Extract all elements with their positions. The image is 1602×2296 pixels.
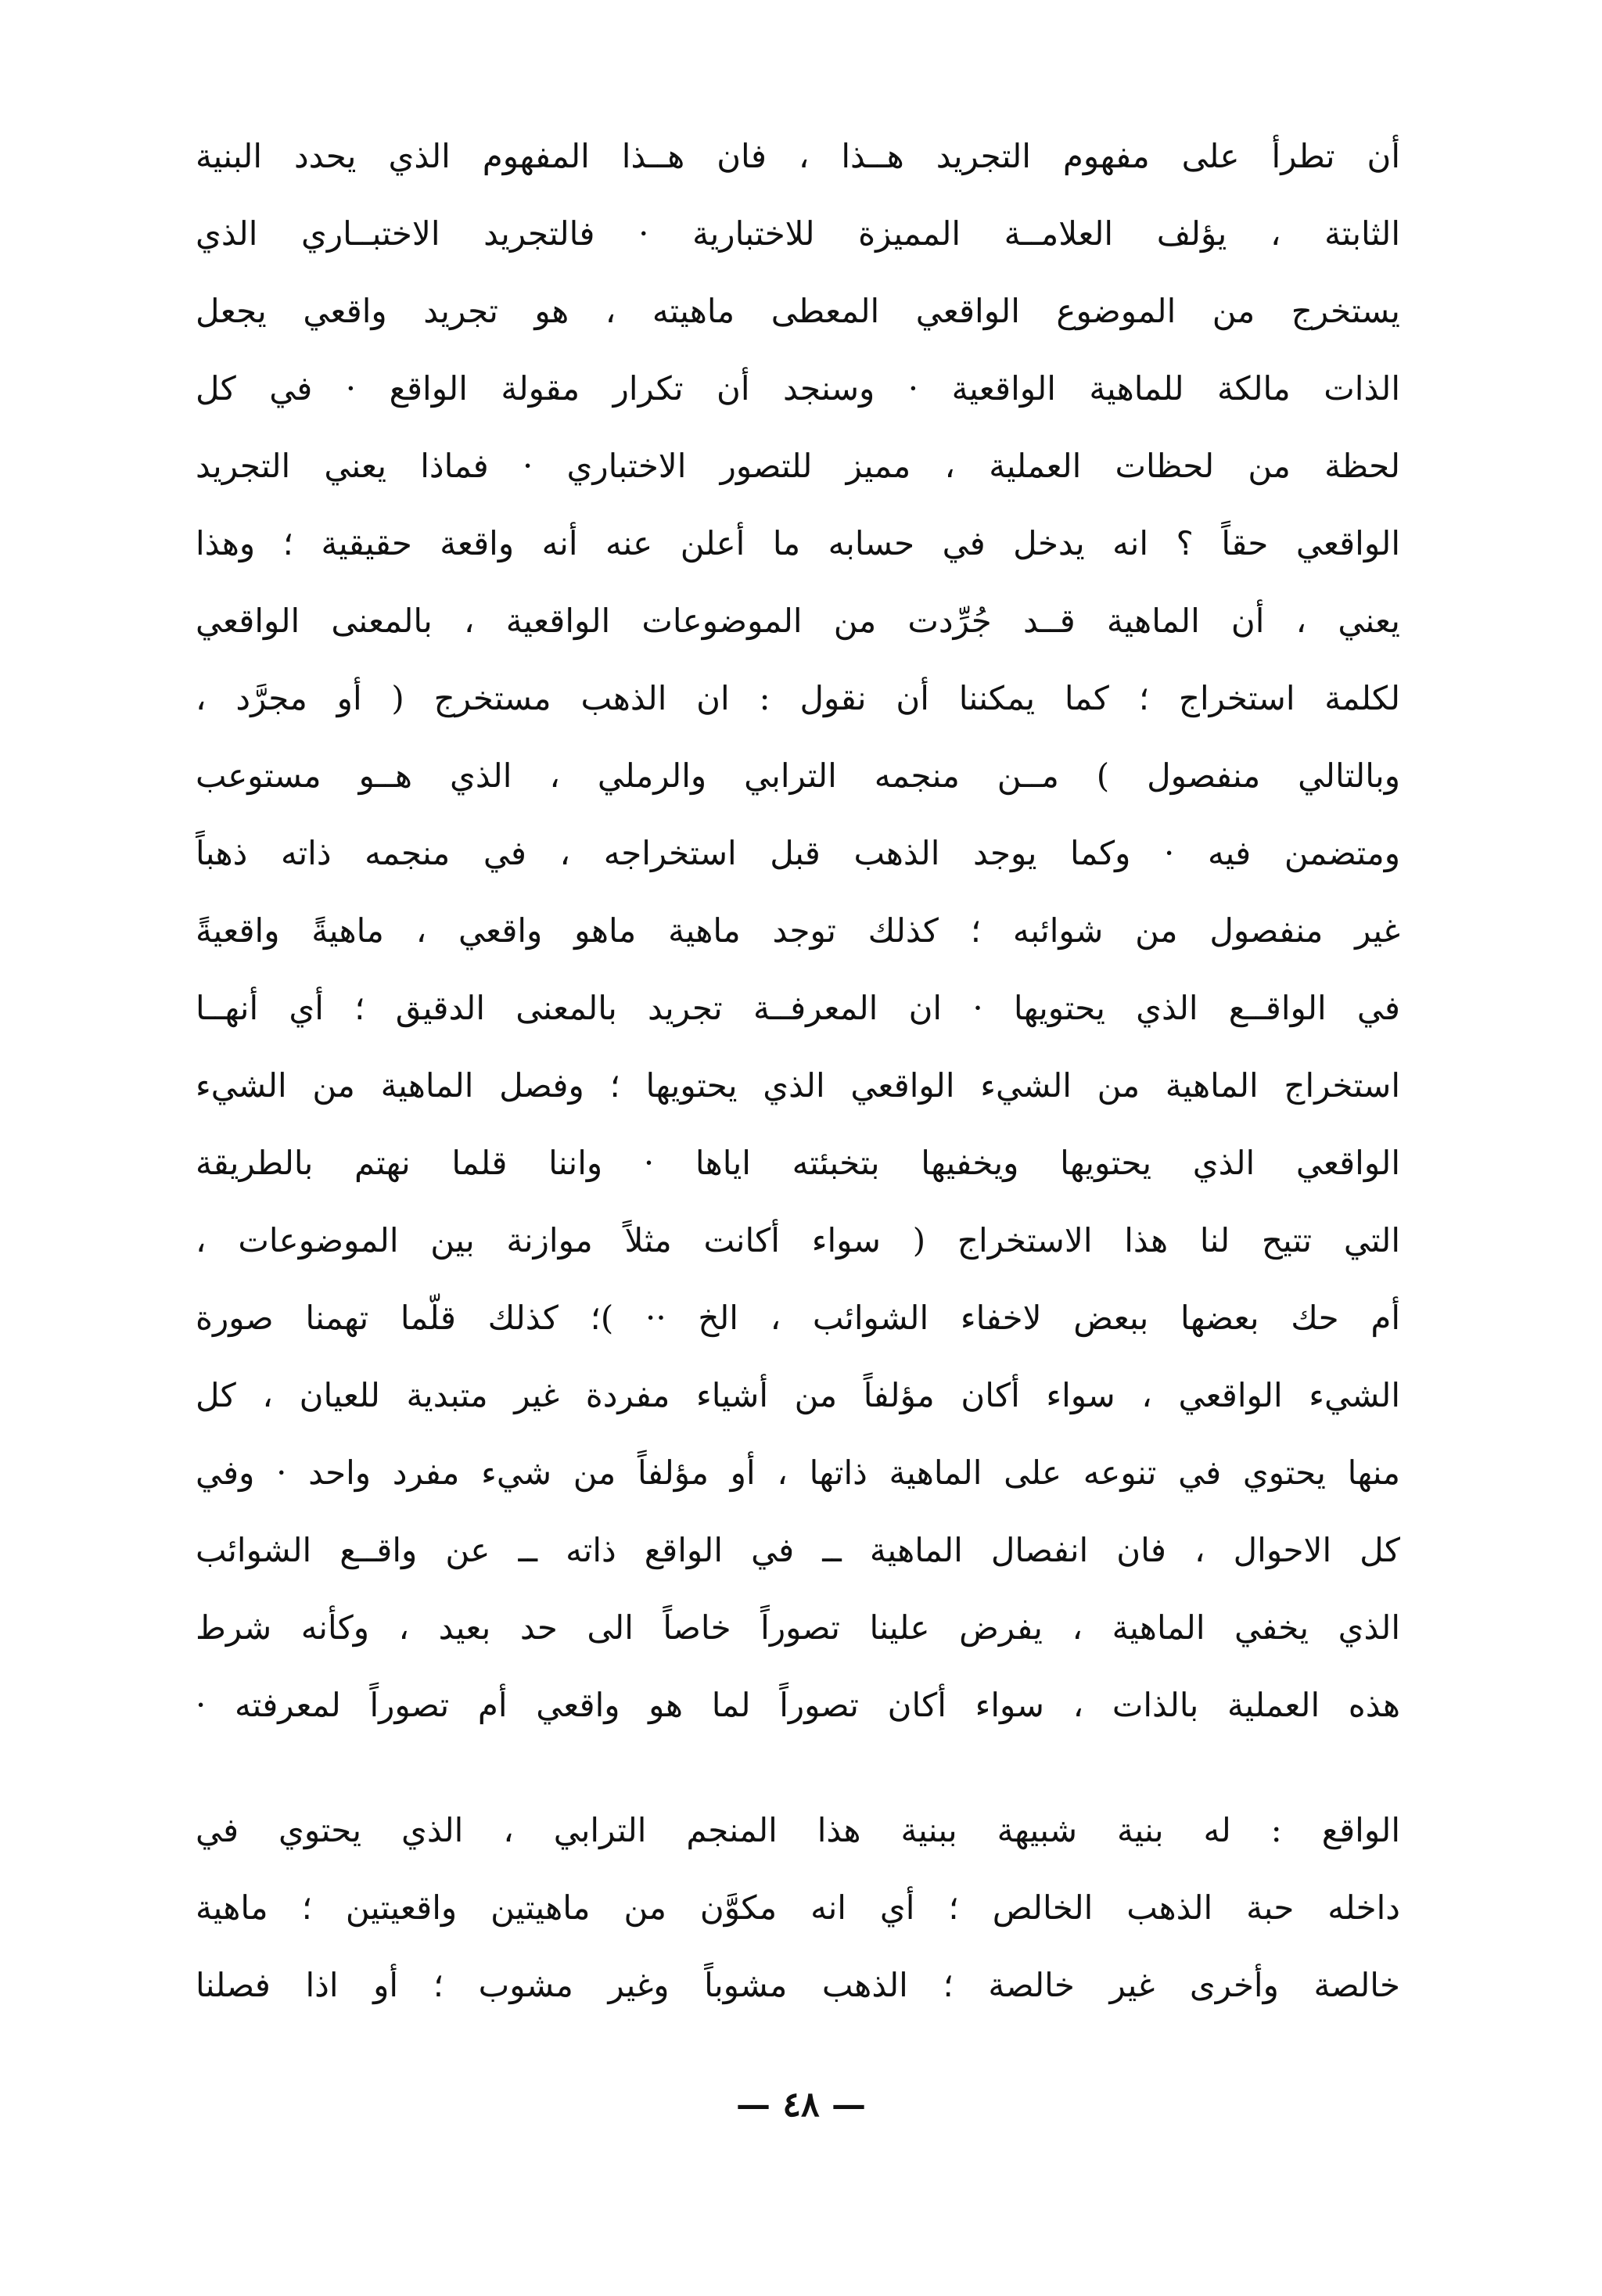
page-number: — ٤٨ — (736, 2085, 866, 2125)
text-line: داخله حبة الذهب الخالص ؛ أي انه مكوَّن من ماهيتين واقعيتين ؛ ماهية (196, 1888, 1400, 1927)
text-line: أن تطرأ على مفهوم التجريد هــذا ، فان هــذا المفهوم الذي يحدد البنية (196, 137, 1400, 175)
text-line: الواقعي حقاً ؟ انه يدخل في حسابه ما أعلن عنه أنه واقعة حقيقية ؛ وهذا (196, 524, 1400, 562)
text-line: هذه العملية بالذات ، سواء أكان تصوراً لما هو واقعي أم تصوراً لمعرفته · (196, 1686, 1400, 1724)
text-line: لحظة من لحظات العملية ، مميز للتصور الاختباري · فماذا يعني التجريد (196, 447, 1400, 485)
text-line: ومتضمن فيه · وكما يوجد الذهب قبل استخراجه ، في منجمه ذاته ذهباً (196, 834, 1400, 872)
text-line: يستخرج من الموضوع الواقعي المعطى ماهيته ، هو تجريد واقعي يجعل (196, 292, 1400, 330)
text-line: استخراج الماهية من الشيء الواقعي الذي يحتويها ؛ وفصل الماهية من الشيء (196, 1066, 1400, 1105)
text-line: الواقعي الذي يحتويها ويخفيها بتخبئته اياها · واننا قلما نهتم بالطريقة (196, 1144, 1400, 1182)
text-line: الواقع : له بنية شبيهة ببنية هذا المنجم الترابي ، الذي يحتوي في (196, 1811, 1400, 1849)
text-line: وبالتالي منفصول ) مــن منجمه الترابي والرملي ، الذي هــو مستوعب (196, 756, 1400, 795)
text-line: الشيء الواقعي ، سواء أكان مؤلفاً من أشياء مفردة غير متبدية للعيان ، كل (196, 1376, 1400, 1414)
text-line: منها يحتوي في تنوعه على الماهية ذاتها ، أو مؤلفاً من شيء مفرد واحد · وفي (196, 1453, 1400, 1492)
text-line: خالصة وأخرى غير خالصة ؛ الذهب مشوباً وغير مشوب ؛ أو اذا فصلنا (196, 1966, 1400, 2004)
text-line: في الواقــع الذي يحتويها · ان المعرفــة تجريد بالمعنى الدقيق ؛ أي أنهــا (196, 989, 1400, 1027)
text-line: الثابتة ، يؤلف العلامــة المميزة للاختبارية · فالتجريد الاختبــاري الذي (196, 214, 1400, 253)
paragraph-1 (196, 117, 1400, 1744)
text-line: كل الاحوال ، فان انفصال الماهية ــ في الواقع ذاته ــ عن واقــع الشوائب (196, 1531, 1400, 1569)
text-line: أم حك بعضها ببعض لاخفاء الشوائب ، الخ ·· )؛ كذلك قلّما تهمنا صورة (196, 1299, 1400, 1337)
text-line: التي تتيح لنا هذا الاستخراج ( سواء أكانت مثلاً موازنة بين الموضوعات ، (196, 1221, 1400, 1259)
text-line: يعني ، أن الماهية قــد جُرِّدت من الموضوعات الواقعية ، بالمعنى الواقعي (196, 602, 1400, 640)
text-line: الذات مالكة للماهية الواقعية · وسنجد أن تكرار مقولة الواقع · في كل (196, 369, 1400, 408)
paragraph-2 (196, 1791, 1400, 2024)
text-line: لكلمة استخراج ؛ كما يمكننا أن نقول : ان الذهب مستخرج ( أو مجرَّد ، (196, 679, 1400, 717)
text-line: غير منفصول من شوائبه ؛ كذلك توجد ماهية ماهو واقعي ، ماهيةً واقعيةً (196, 911, 1400, 950)
text-line: الذي يخفي الماهية ، يفرض علينا تصوراً خاصاً الى حد بعيد ، وكأنه شرط (196, 1608, 1400, 1647)
